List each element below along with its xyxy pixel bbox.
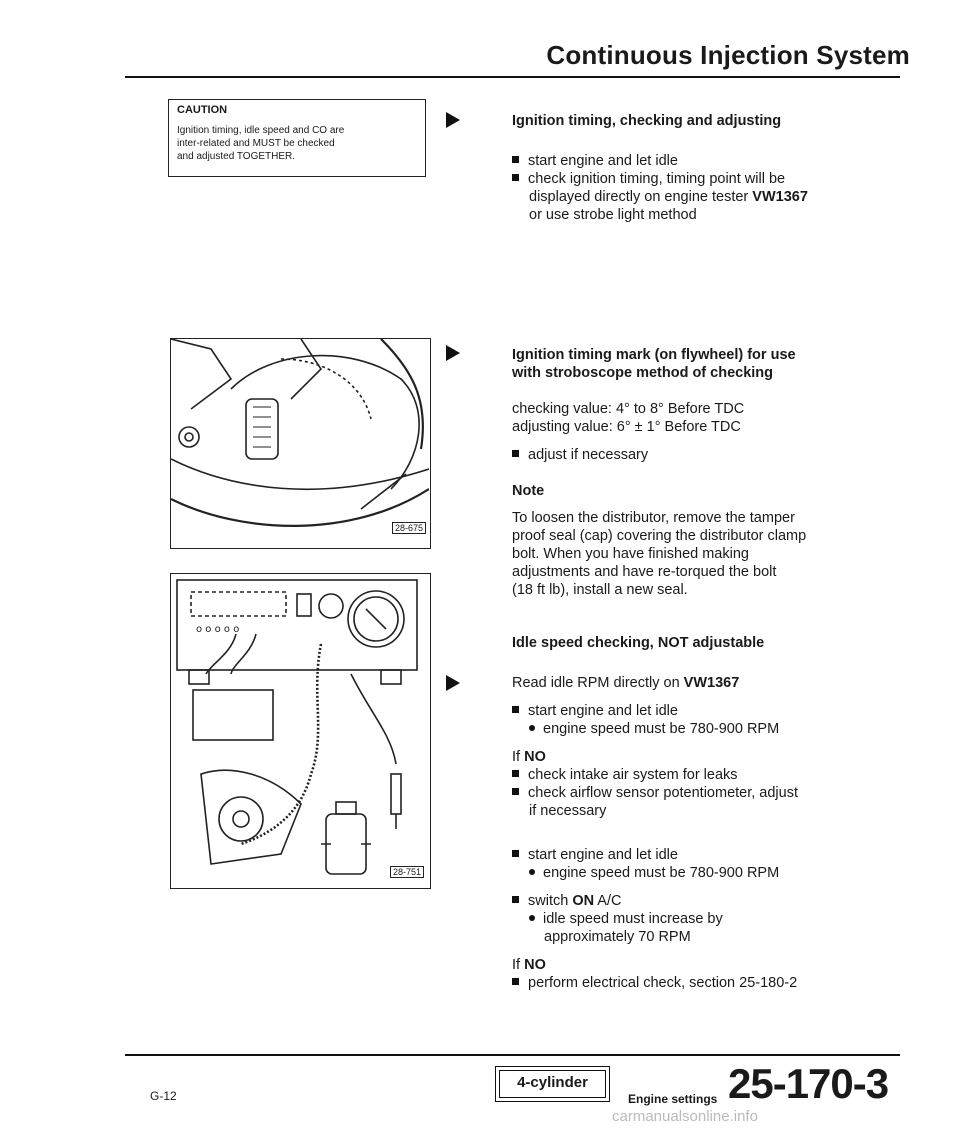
bullet-square-icon bbox=[512, 896, 519, 903]
section-ignition-timing bbox=[512, 112, 912, 224]
bullet-dot-icon bbox=[529, 869, 535, 875]
note-text: To loosen the distributor, remove the tamper bbox=[512, 510, 795, 526]
if-no: If NO bbox=[512, 957, 546, 973]
figure-tester-hookup bbox=[170, 573, 431, 889]
list-item: perform electrical check, section 25-180-2 bbox=[512, 974, 912, 992]
list-item: check ignition timing, timing point will be bbox=[512, 170, 912, 188]
bullet-dot-icon bbox=[529, 725, 535, 731]
note-text: proof seal (cap) covering the distributor clamp bbox=[512, 528, 807, 544]
section-heading: Ignition timing, checking and adjusting bbox=[512, 113, 782, 129]
caution-line: and adjusted TOGETHER. bbox=[177, 151, 296, 162]
tester-illustration bbox=[171, 574, 429, 887]
bullet-square-icon bbox=[512, 174, 519, 181]
footer-section-name: Engine settings bbox=[628, 1092, 718, 1106]
bullet-dot-icon bbox=[529, 915, 535, 921]
note-text: (18 ft lb), install a new seal. bbox=[512, 582, 688, 598]
list-item-continued: displayed directly on engine tester VW1367 bbox=[529, 189, 808, 205]
footer-rule bbox=[125, 1054, 900, 1056]
section-idle-speed bbox=[512, 634, 912, 992]
pointer-arrow-icon bbox=[446, 112, 460, 128]
list-item: start engine and let idle bbox=[512, 152, 912, 170]
figure-flywheel-timing-mark bbox=[170, 338, 431, 549]
bullet-square-icon bbox=[512, 788, 519, 795]
bullet-square-icon bbox=[512, 978, 519, 985]
sub-item-continued: approximately 70 RPM bbox=[544, 929, 691, 945]
section-heading: Ignition timing mark (on flywheel) for use bbox=[512, 347, 796, 363]
sub-item: engine speed must be 780-900 RPM bbox=[512, 864, 912, 882]
flywheel-illustration bbox=[171, 339, 429, 547]
caution-heading: CAUTION bbox=[177, 104, 228, 116]
cylinder-badge: 4-cylinder bbox=[495, 1066, 610, 1102]
read-instruction: Read idle RPM directly on VW1367 bbox=[512, 675, 740, 691]
figure-label: 28-751 bbox=[390, 866, 424, 878]
bullet-square-icon bbox=[512, 156, 519, 163]
pointer-arrow-icon bbox=[446, 345, 460, 361]
section-heading: with stroboscope method of checking bbox=[512, 365, 774, 381]
watermark: carmanualsonline.info bbox=[612, 1108, 758, 1125]
svg-text:o o o o o: o o o o o bbox=[196, 624, 240, 635]
caution-box bbox=[168, 99, 426, 177]
figure-label: 28-675 bbox=[392, 522, 426, 534]
note-text: adjustments and have re-torqued the bolt bbox=[512, 564, 777, 580]
footer-left-code: G-12 bbox=[150, 1089, 177, 1103]
note-heading: Note bbox=[512, 483, 545, 499]
bullet-square-icon bbox=[512, 450, 519, 457]
list-item: switch ON A/C bbox=[512, 892, 912, 910]
pointer-arrow-icon bbox=[446, 675, 460, 691]
list-item-continued: if necessary bbox=[529, 803, 607, 819]
adjusting-value: adjusting value: 6° ± 1° Before TDC bbox=[512, 419, 741, 435]
caution-line: Ignition timing, idle speed and CO are bbox=[177, 125, 345, 136]
sub-item: engine speed must be 780-900 RPM bbox=[512, 720, 912, 738]
page-number: 25-170-3 bbox=[728, 1060, 889, 1107]
checking-value: checking value: 4° to 8° Before TDC bbox=[512, 401, 745, 417]
if-no: If NO bbox=[512, 749, 546, 765]
list-item: adjust if necessary bbox=[512, 446, 912, 464]
page-title: Continuous Injection System bbox=[546, 40, 910, 70]
sub-item: idle speed must increase by bbox=[512, 910, 912, 928]
list-item: start engine and let idle bbox=[512, 702, 912, 720]
list-item: start engine and let idle bbox=[512, 846, 912, 864]
list-item: check intake air system for leaks bbox=[512, 766, 912, 784]
note-text: bolt. When you have finished making bbox=[512, 546, 749, 562]
list-item: check airflow sensor potentiometer, adjust bbox=[512, 784, 912, 802]
header-rule bbox=[125, 76, 900, 78]
caution-line: inter-related and MUST be checked bbox=[177, 138, 335, 149]
list-item-continued: or use strobe light method bbox=[529, 207, 697, 223]
bullet-square-icon bbox=[512, 706, 519, 713]
section-heading: Idle speed checking, NOT adjustable bbox=[512, 635, 765, 651]
bullet-square-icon bbox=[512, 770, 519, 777]
section-timing-mark bbox=[512, 346, 912, 599]
bullet-square-icon bbox=[512, 850, 519, 857]
